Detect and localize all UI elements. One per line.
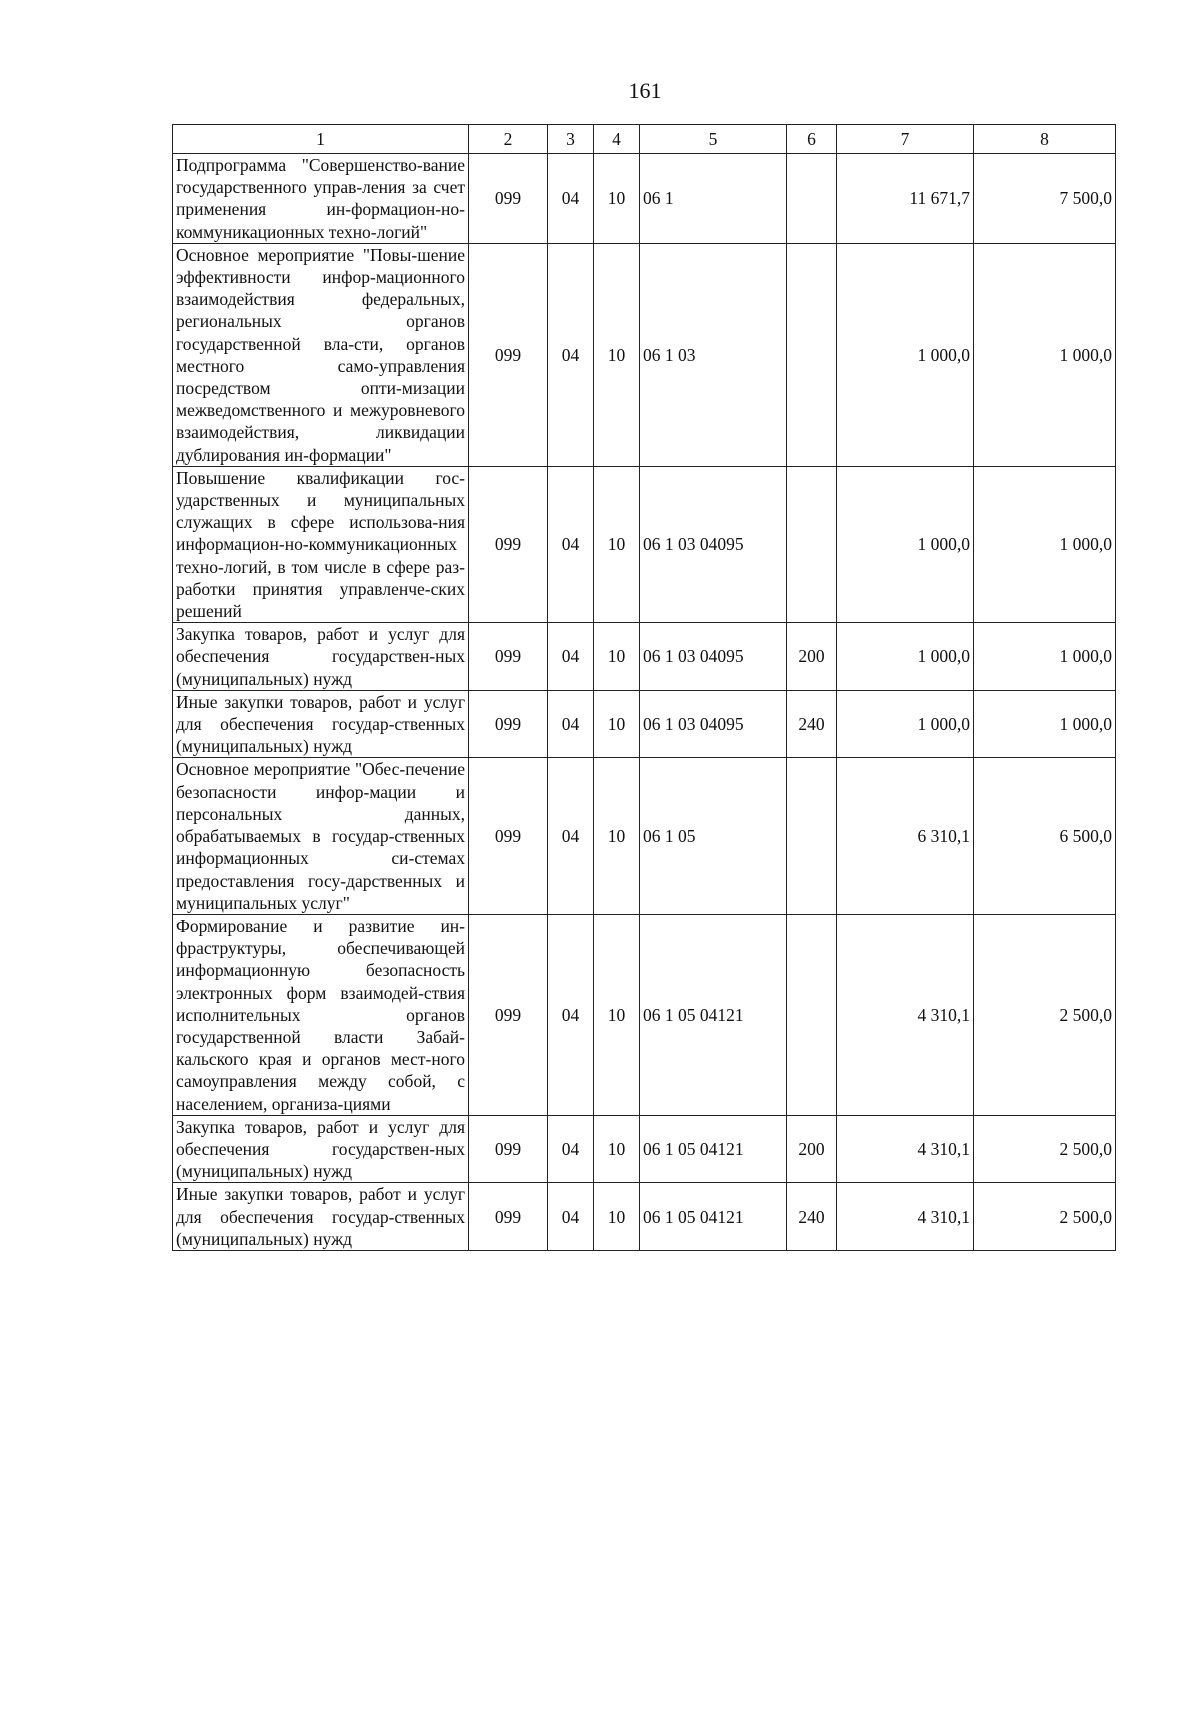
cell-amount-1: 6 310,1 <box>837 758 974 914</box>
table-row <box>173 466 1116 622</box>
cell-admin-code: 099 <box>469 243 548 466</box>
row-name: Иные закупки товаров, работ и услуг для обеспечения государ-ственных (муниципальных) нужд <box>173 690 469 758</box>
row-name: Формирование и развитие ин-фраструктуры, обеспечивающей информационную безопасность электронных форм взаимодей-ствия исполнительных органов государственной власти Забай-кальского края и органов мест-ного самоуправления между собой, с населением, организа-циями <box>173 914 469 1115</box>
cell-admin-code: 099 <box>469 690 548 758</box>
cell-expense-type <box>787 243 837 466</box>
row-name: Основное мероприятие "Повы-шение эффективности инфор-мационного взаимодействия федеральных, региональных органов государственной вла-сти, органов местного само-управления посредством опти-мизации межведомственного и межуровневого взаимодействия, ликвидации дублирования ин-формации" <box>173 243 469 466</box>
cell-section: 04 <box>548 243 594 466</box>
table-row <box>173 914 1116 1115</box>
cell-target-article: 06 1 03 <box>640 243 787 466</box>
column-header: 7 <box>837 125 974 154</box>
cell-admin-code: 099 <box>469 623 548 691</box>
cell-expense-type: 240 <box>787 1183 837 1251</box>
cell-amount-1: 4 310,1 <box>837 914 974 1115</box>
cell-subsection: 10 <box>594 154 640 244</box>
budget-table <box>172 124 1116 1251</box>
cell-admin-code: 099 <box>469 154 548 244</box>
cell-expense-type <box>787 466 837 622</box>
cell-expense-type <box>787 914 837 1115</box>
column-header: 3 <box>548 125 594 154</box>
cell-target-article: 06 1 03 04095 <box>640 623 787 691</box>
cell-amount-2: 1 000,0 <box>974 690 1116 758</box>
header-row <box>173 125 1116 154</box>
cell-admin-code: 099 <box>469 466 548 622</box>
column-header: 1 <box>173 125 469 154</box>
cell-amount-2: 2 500,0 <box>974 1115 1116 1183</box>
cell-expense-type <box>787 154 837 244</box>
cell-amount-2: 1 000,0 <box>974 623 1116 691</box>
table-row <box>173 690 1116 758</box>
row-name: Основное мероприятие "Обес-печение безопасности инфор-мации и персональных данных, обрабатываемых в государ-ственных информационных си-стемах предоставления госу-дарственных и муниципальных услуг" <box>173 758 469 914</box>
cell-section: 04 <box>548 1183 594 1251</box>
cell-section: 04 <box>548 623 594 691</box>
cell-subsection: 10 <box>594 243 640 466</box>
cell-admin-code: 099 <box>469 914 548 1115</box>
cell-amount-1: 4 310,1 <box>837 1183 974 1251</box>
cell-subsection: 10 <box>594 466 640 622</box>
cell-amount-2: 1 000,0 <box>974 243 1116 466</box>
cell-subsection: 10 <box>594 690 640 758</box>
column-header: 6 <box>787 125 837 154</box>
cell-subsection: 10 <box>594 758 640 914</box>
cell-expense-type: 200 <box>787 623 837 691</box>
table-row <box>173 154 1116 244</box>
cell-admin-code: 099 <box>469 1115 548 1183</box>
cell-amount-2: 2 500,0 <box>974 1183 1116 1251</box>
cell-target-article: 06 1 03 04095 <box>640 690 787 758</box>
row-name: Повышение квалификации гос-ударственных и муниципальных служащих в сфере использова-ния информацион-но-коммуникационных техно-логий, в том числе в сфере раз-работки принятия управленче-ских решений <box>173 466 469 622</box>
table-row <box>173 758 1116 914</box>
table-row <box>173 243 1116 466</box>
cell-subsection: 10 <box>594 623 640 691</box>
cell-section: 04 <box>548 914 594 1115</box>
cell-amount-2: 7 500,0 <box>974 154 1116 244</box>
cell-target-article: 06 1 05 <box>640 758 787 914</box>
cell-target-article: 06 1 05 04121 <box>640 1115 787 1183</box>
table-row <box>173 1183 1116 1251</box>
column-header: 8 <box>974 125 1116 154</box>
cell-target-article: 06 1 <box>640 154 787 244</box>
cell-amount-2: 6 500,0 <box>974 758 1116 914</box>
table-row <box>173 1115 1116 1183</box>
row-name: Закупка товаров, работ и услуг для обеспечения государствен-ных (муниципальных) нужд <box>173 623 469 691</box>
cell-amount-2: 2 500,0 <box>974 914 1116 1115</box>
cell-amount-1: 1 000,0 <box>837 690 974 758</box>
cell-admin-code: 099 <box>469 758 548 914</box>
column-header: 4 <box>594 125 640 154</box>
cell-section: 04 <box>548 690 594 758</box>
page-number: 161 <box>628 78 662 103</box>
cell-amount-1: 4 310,1 <box>837 1115 974 1183</box>
cell-amount-1: 1 000,0 <box>837 466 974 622</box>
row-name: Иные закупки товаров, работ и услуг для обеспечения государ-ственных (муниципальных) нужд <box>173 1183 469 1251</box>
cell-amount-1: 1 000,0 <box>837 623 974 691</box>
cell-section: 04 <box>548 758 594 914</box>
cell-subsection: 10 <box>594 914 640 1115</box>
cell-section: 04 <box>548 154 594 244</box>
cell-amount-2: 1 000,0 <box>974 466 1116 622</box>
table-row <box>173 623 1116 691</box>
row-name: Закупка товаров, работ и услуг для обеспечения государствен-ных (муниципальных) нужд <box>173 1115 469 1183</box>
cell-expense-type: 240 <box>787 690 837 758</box>
cell-subsection: 10 <box>594 1183 640 1251</box>
cell-section: 04 <box>548 1115 594 1183</box>
column-header: 2 <box>469 125 548 154</box>
cell-target-article: 06 1 05 04121 <box>640 1183 787 1251</box>
cell-amount-1: 11 671,7 <box>837 154 974 244</box>
cell-section: 04 <box>548 466 594 622</box>
cell-amount-1: 1 000,0 <box>837 243 974 466</box>
cell-target-article: 06 1 05 04121 <box>640 914 787 1115</box>
cell-admin-code: 099 <box>469 1183 548 1251</box>
column-header: 5 <box>640 125 787 154</box>
cell-expense-type <box>787 758 837 914</box>
cell-expense-type: 200 <box>787 1115 837 1183</box>
cell-target-article: 06 1 03 04095 <box>640 466 787 622</box>
row-name: Подпрограмма "Совершенство-вание государственного управ-ления за счет применения ин-формацион-но-коммуникационных техно-логий" <box>173 154 469 244</box>
cell-subsection: 10 <box>594 1115 640 1183</box>
